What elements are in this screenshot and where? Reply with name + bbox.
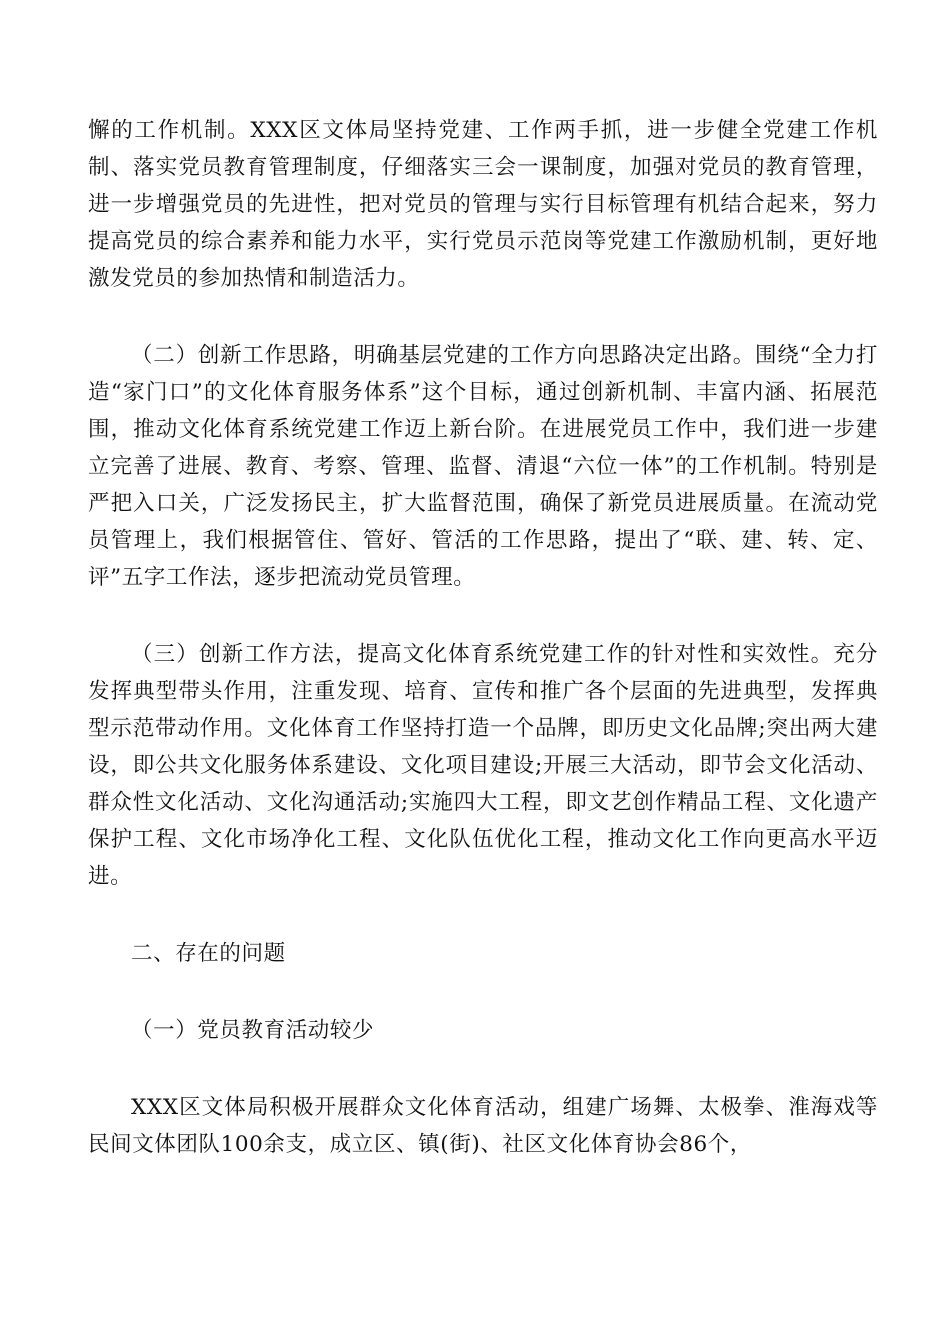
paragraph-section-3: （三）创新工作方法，提高文化体育系统党建工作的针对性和实效性。充分发挥典型带头作用，注重发现、培育、宣传和推广各个层面的先进典型，发挥典型示范带动作用。文化体育工作坚持打造一个品牌，即历史文化品牌;突出两大建设，即公共文化服务体系建设、文化项目建设;开展三大活动，即节会文化活动、群众性文化活动、文化沟通活动;实施四大工程，即文艺创作精品工程、文化遗产保护工程、文化市场净化工程、文化队伍优化工程，推动文化工作向更高水平迈进。 [88, 642, 878, 889]
heading-problems: 二、存在的问题 [131, 941, 286, 966]
paragraph-activities: XXX区文体局积极开展群众文化体育活动，组建广场舞、太极拳、淮海戏等民间文体团队100余支，成立区、镇(街)、社区文化体育协会86个， [88, 1095, 878, 1157]
subheading-party-education: （一）党员教育活动较少 [131, 1018, 375, 1043]
paragraph-continuation: 懈的工作机制。XXX区文体局坚持党建、工作两手抓，进一步健全党建工作机制、落实党员教育管理制度，仔细落实三会一课制度，加强对党员的教育管理，进一步增强党员的先进性，把对党员的管理与实行目标管理有机结合起来，努力提高党员的综合素养和能力水平，实行党员示范岗等党建工作激励机制，更好地激发党员的参加热情和制造活力。 [88, 118, 878, 291]
paragraph-section-2: （二）创新工作思路，明确基层党建的工作方向思路决定出路。围绕“全力打造“家门口”的文化体育服务体系”这个目标，通过创新机制、丰富内涵、拓展范围，推动文化体育系统党建工作迈上新台阶。在进展党员工作中，我们进一步建立完善了进展、教育、考察、管理、监督、清退“六位一体”的工作机制。特别是严把入口关，广泛发扬民主，扩大监督范围，确保了新党员进展质量。在流动党员管理上，我们根据管住、管好、管活的工作思路，提出了“联、建、转、定、评”五字工作法，逐步把流动党员管理。 [88, 343, 878, 590]
document-body [88, 112, 878, 1163]
